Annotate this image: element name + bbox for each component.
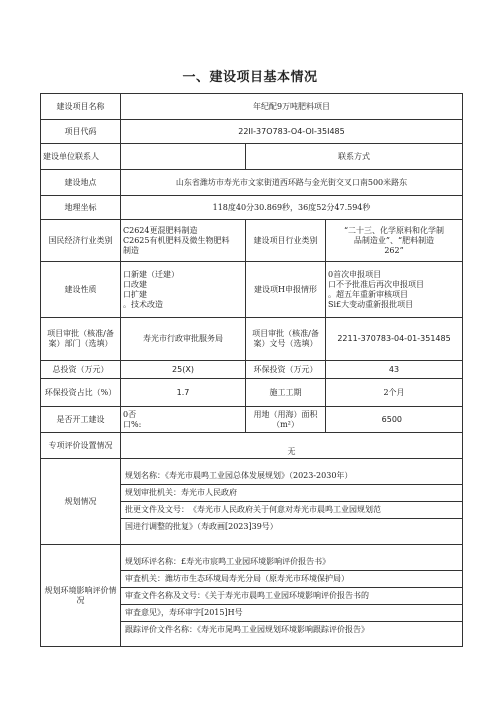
eia-line: 审査机关：潍坊市生态环境局寿光分局（原寿光市环境保护局） bbox=[121, 571, 462, 588]
eia-line: 审查文件名称及文号：《关于寿光市晨鸣工业园环境影响评价报告书的 bbox=[121, 588, 462, 605]
section-title: 一、建设项目基本情况 bbox=[182, 70, 318, 85]
nature-option: 。技术改造 bbox=[123, 299, 163, 309]
label-industry-category: 国民经济行业类别 bbox=[41, 220, 121, 262]
value-planning-eia bbox=[121, 545, 463, 647]
planning-line: 国进行调整的批复》（寿政画[2023]39号） bbox=[125, 522, 278, 531]
label-project-name: 建设项目名称 bbox=[41, 94, 121, 120]
label-planning-eia: 规划环境影响评价情况 bbox=[41, 545, 121, 647]
label-land-area: 用地（用海）面积（m²） bbox=[246, 407, 326, 433]
started-option: 口%: bbox=[123, 419, 142, 429]
value-construction-nature bbox=[121, 262, 246, 318]
declaration-option: 。超五年重新审核项目 bbox=[328, 289, 408, 299]
row-ratio bbox=[41, 379, 463, 407]
project-industry-line: “二十三、化学原料和化学制 bbox=[343, 225, 445, 235]
value-land-area: 6500 bbox=[326, 407, 463, 433]
label-planning: 规划情况 bbox=[41, 459, 121, 545]
row-investment bbox=[41, 361, 463, 379]
row-special-assessment bbox=[41, 433, 463, 459]
project-industry-line: 品制造业”、“肥料制造 bbox=[353, 235, 435, 245]
label-env-ratio: 环保投资占比（%） bbox=[41, 379, 121, 407]
row-project-name bbox=[41, 94, 463, 120]
row-nature bbox=[41, 262, 463, 318]
declaration-option: Si£大变动重新报批项目 bbox=[328, 299, 414, 309]
row-contact bbox=[41, 144, 463, 170]
started-option: 0否 bbox=[123, 409, 137, 419]
label-contact-person: 建设单位联系人 bbox=[41, 144, 121, 170]
value-contact-person bbox=[121, 144, 246, 170]
project-info-table bbox=[40, 93, 463, 647]
label-env-investment: 环保投资（万元） bbox=[246, 361, 326, 379]
declaration-option: 0首次申报项目 bbox=[328, 269, 382, 279]
row-coordinates bbox=[41, 196, 463, 220]
label-construction-nature: 建设性质 bbox=[41, 262, 121, 318]
value-approval-number: 2211-370783-04-01-351485 bbox=[326, 318, 463, 361]
value-declaration-type bbox=[326, 262, 463, 318]
label-declaration-type: 建设项H申报情形 bbox=[246, 262, 326, 318]
value-env-ratio: 1.7 bbox=[121, 379, 246, 407]
value-location: 山东省潍坊市寿光市文家街道西环路与金光街交叉口南500米路东 bbox=[121, 170, 463, 196]
label-approval-dept: 项目审批（核准/备案）部门（选填） bbox=[41, 318, 121, 361]
value-construction-period: 2个月 bbox=[326, 379, 463, 407]
label-contact-info: 联系方式 bbox=[246, 144, 463, 170]
eia-line: 规划环评名称：£寿光市宸鸣工业园环境影响评价报告书》 bbox=[121, 554, 462, 571]
industry-line: 制造 bbox=[123, 245, 139, 255]
eia-line: 跟踪评价文件名称：《寿光市晁鸣工业园规划环境影响跟踪评价报告》 bbox=[125, 624, 369, 634]
value-special-assessment: 无 bbox=[121, 433, 463, 459]
nature-option: 口扩建 bbox=[123, 289, 147, 299]
row-project-code bbox=[41, 120, 463, 144]
row-planning bbox=[41, 459, 463, 545]
planning-line: 批更文件及文号： 《寿光市人民政府关于何意对寿光市晨鸣工业园规划范 bbox=[121, 502, 462, 519]
label-location: 建设地点 bbox=[41, 170, 121, 196]
row-started bbox=[41, 407, 463, 433]
label-coordinates: 地理坐标 bbox=[41, 196, 121, 220]
label-construction-period: 施工工期 bbox=[246, 379, 326, 407]
value-project-name: 年纪配9万吨肥料项目 bbox=[121, 94, 463, 120]
industry-line: C2625有机肥料及微生物肥料 bbox=[123, 235, 230, 245]
value-construction-started bbox=[121, 407, 246, 433]
label-total-investment: 总投资（万元） bbox=[41, 361, 121, 379]
value-env-investment: 43 bbox=[326, 361, 463, 379]
value-coordinates: 118度40分30.869秒，36度52分47.594秒 bbox=[121, 196, 463, 220]
value-total-investment: 25(X) bbox=[121, 361, 246, 379]
label-project-code: 项目代码 bbox=[41, 120, 121, 144]
row-industry bbox=[41, 220, 463, 262]
value-industry-category bbox=[121, 220, 246, 262]
nature-option: 口新建（迁建） bbox=[123, 269, 179, 279]
planning-line: 规划审批机关：寿光市人民政府 bbox=[121, 485, 462, 502]
industry-line: C2624更混肥料制造 bbox=[123, 225, 198, 235]
value-project-industry bbox=[326, 220, 463, 262]
label-construction-started: 是否开工建设 bbox=[41, 407, 121, 433]
value-approval-dept: 寿光市行政审批服务局 bbox=[121, 318, 246, 361]
label-special-assessment: 专项评价设置情况 bbox=[41, 433, 121, 459]
value-planning bbox=[121, 459, 463, 545]
row-location bbox=[41, 170, 463, 196]
planning-line: 规划名称：《寿光市晨鸣工业园总体发展规划》（2023-2030年） bbox=[121, 468, 462, 485]
row-approval bbox=[41, 318, 463, 361]
nature-option: 口改建 bbox=[123, 279, 147, 289]
project-industry-line: 262” bbox=[384, 245, 404, 255]
label-approval-number: 项目审批（核准/备案）文号（选填） bbox=[246, 318, 326, 361]
eia-line: 审査意见》，寿环审字[2015]H号 bbox=[121, 605, 462, 622]
declaration-option: 口不予批准后再次申报项目 bbox=[328, 279, 424, 289]
row-planning-eia bbox=[41, 545, 463, 647]
value-project-code: 22II-37O783-O4-OI-35I485 bbox=[121, 120, 463, 144]
label-project-industry: 建设项目行业类别 bbox=[246, 220, 326, 262]
